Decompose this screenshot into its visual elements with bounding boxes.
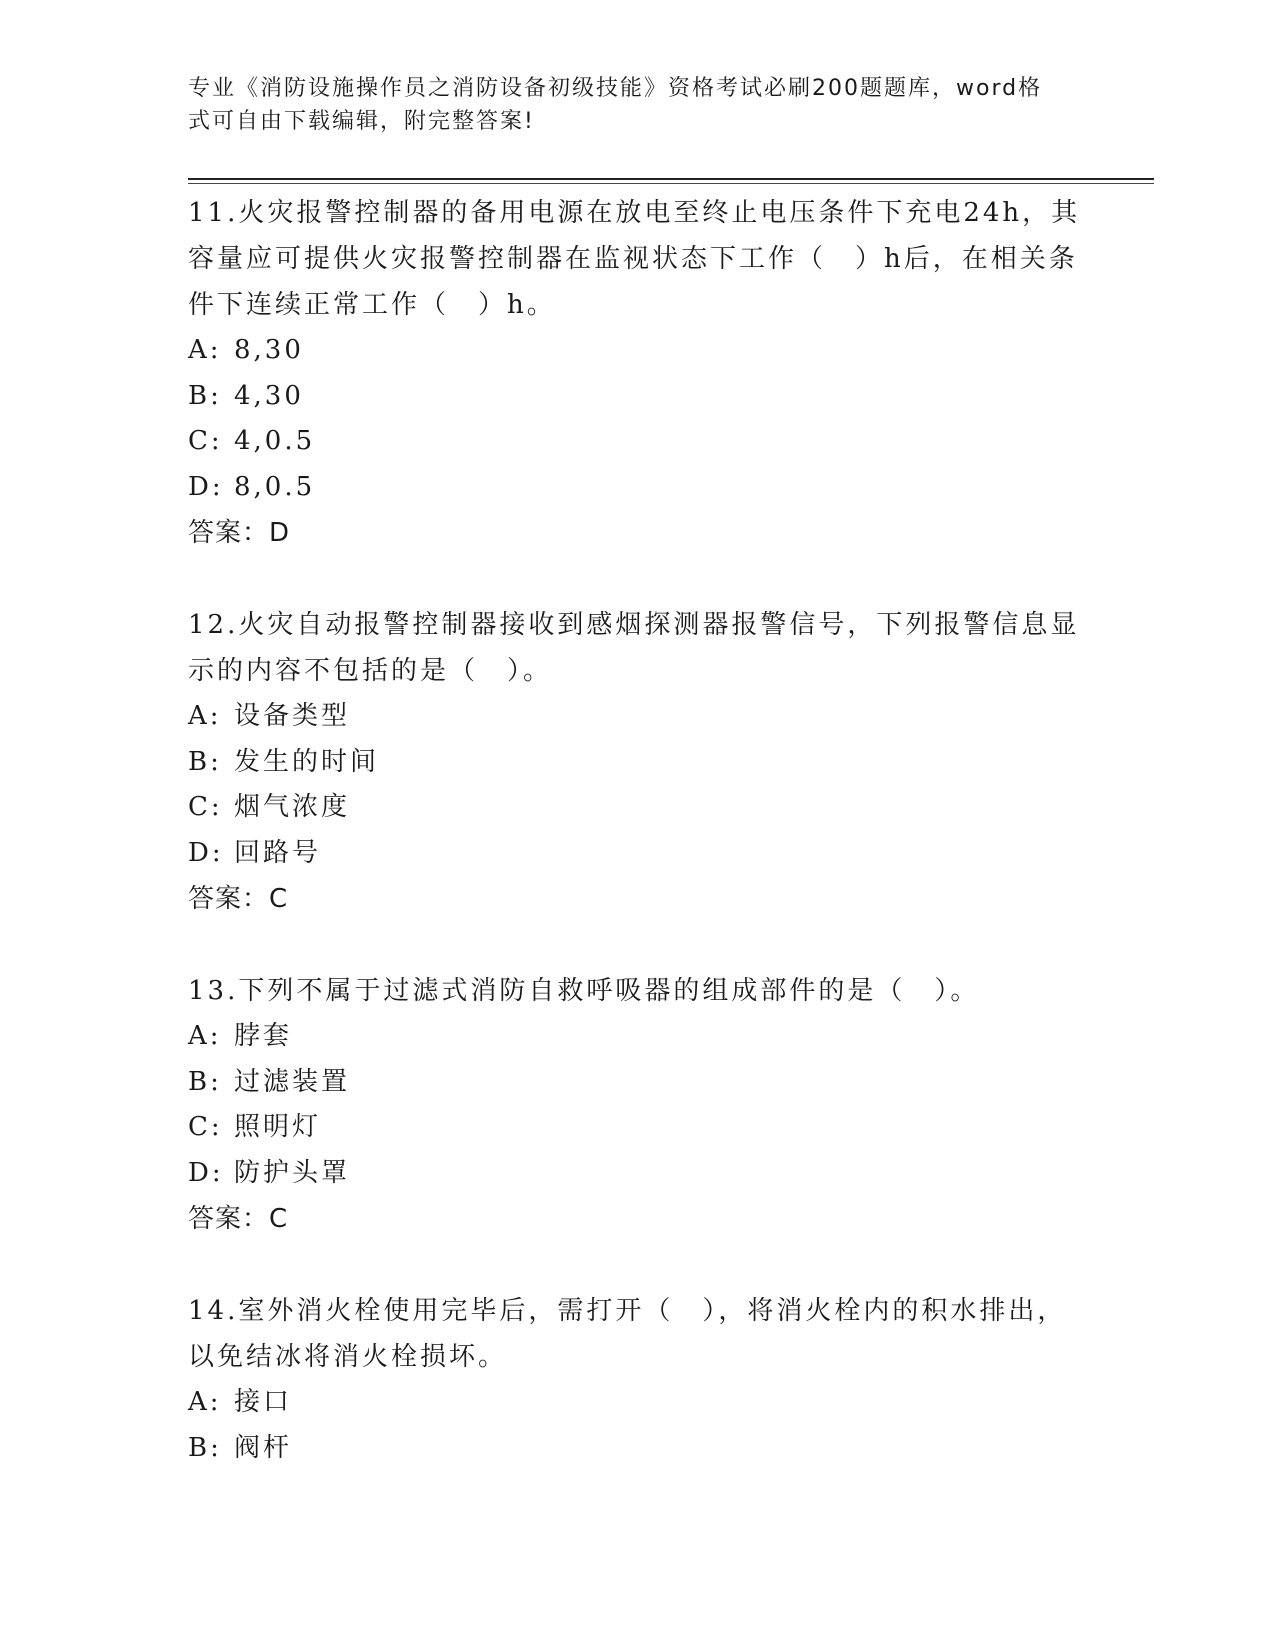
question-text-line: 容量应可提供火灾报警控制器在监视状态下工作（ ）h后，在相关条 [188, 244, 1078, 274]
option-text: 接口 [234, 1387, 293, 1417]
option-b [188, 1060, 1088, 1106]
option-letter: C: [188, 426, 223, 456]
option-d [188, 465, 1088, 511]
question-text-line: 13.下列不属于过滤式消防自救呼吸器的组成部件的是（ ）。 [188, 976, 980, 1006]
option-letter: B: [188, 746, 222, 777]
option-text: 回路号 [234, 837, 322, 868]
option-text: 发生的时间 [234, 746, 380, 777]
option-text: 烟气浓度 [234, 792, 351, 822]
option-c [188, 785, 1088, 831]
header-title-line-2: 式可自由下载编辑，附完整答案! [188, 109, 535, 134]
option-a [188, 694, 1088, 740]
answer-label: 答案：C [188, 884, 289, 914]
option-d [188, 1151, 1088, 1197]
option-letter: A: [188, 1387, 222, 1417]
question-12 [188, 602, 1088, 922]
question-spacer [188, 556, 1088, 602]
option-d [188, 831, 1088, 877]
question-text-line: 示的内容不包括的是（ ）。 [188, 656, 553, 686]
answer-label: 答案：C [188, 1204, 289, 1234]
question-text-line: 11.火灾报警控制器的备用电源在放电至终止电压条件下充电24h，其 [188, 198, 1081, 228]
option-text: 脖套 [234, 1021, 293, 1051]
option-text: 防护头罩 [234, 1157, 351, 1188]
option-text: 照明灯 [234, 1112, 322, 1142]
question-text-line: 14.室外消火栓使用完毕后，需打开（ ），将消火栓内的积水排出， [188, 1296, 1067, 1326]
option-letter: A: [188, 701, 222, 731]
option-text: 阀杆 [234, 1432, 293, 1463]
question-text-line: 件下连续正常工作（ ）h。 [188, 290, 556, 320]
option-text: 4,0.5 [234, 426, 316, 456]
option-b [188, 740, 1088, 786]
header-divider-thin [188, 183, 1154, 184]
option-letter: C: [188, 1112, 223, 1142]
option-text: 8,0.5 [234, 471, 316, 502]
question-13 [188, 968, 1088, 1242]
option-b [188, 1426, 1088, 1472]
option-letter: C: [188, 792, 223, 822]
option-a [188, 1380, 1088, 1426]
header-divider [188, 178, 1154, 180]
option-a [188, 1014, 1088, 1060]
option-b [188, 374, 1088, 420]
question-spacer [188, 1242, 1088, 1288]
option-text: 4,30 [234, 380, 304, 411]
option-letter: A: [188, 335, 222, 365]
option-c [188, 1105, 1088, 1151]
question-text-line: 以免结冰将消火栓损坏。 [188, 1342, 508, 1372]
question-text-line: 12.火灾自动报警控制器接收到感烟探测器报警信号，下列报警信息显 [188, 610, 1080, 640]
option-letter: B: [188, 1066, 222, 1097]
option-c [188, 419, 1088, 465]
document-header [188, 72, 1078, 138]
option-letter: B: [188, 380, 222, 411]
option-letter: D: [188, 471, 224, 502]
option-letter: D: [188, 837, 224, 868]
option-letter: D: [188, 1157, 224, 1188]
answer-label: 答案：D [188, 518, 291, 548]
option-text: 设备类型 [234, 701, 351, 731]
question-list [188, 190, 1088, 1471]
option-text: 8,30 [234, 335, 304, 365]
question-11 [188, 190, 1088, 556]
option-text: 过滤装置 [234, 1066, 351, 1097]
header-title-line-1: 专业《消防设施操作员之消防设备初级技能》资格考试必刷200题题库，word格 [188, 76, 1043, 101]
question-14 [188, 1288, 1088, 1471]
option-letter: A: [188, 1021, 222, 1051]
option-a [188, 328, 1088, 374]
question-spacer [188, 922, 1088, 968]
option-letter: B: [188, 1432, 222, 1463]
